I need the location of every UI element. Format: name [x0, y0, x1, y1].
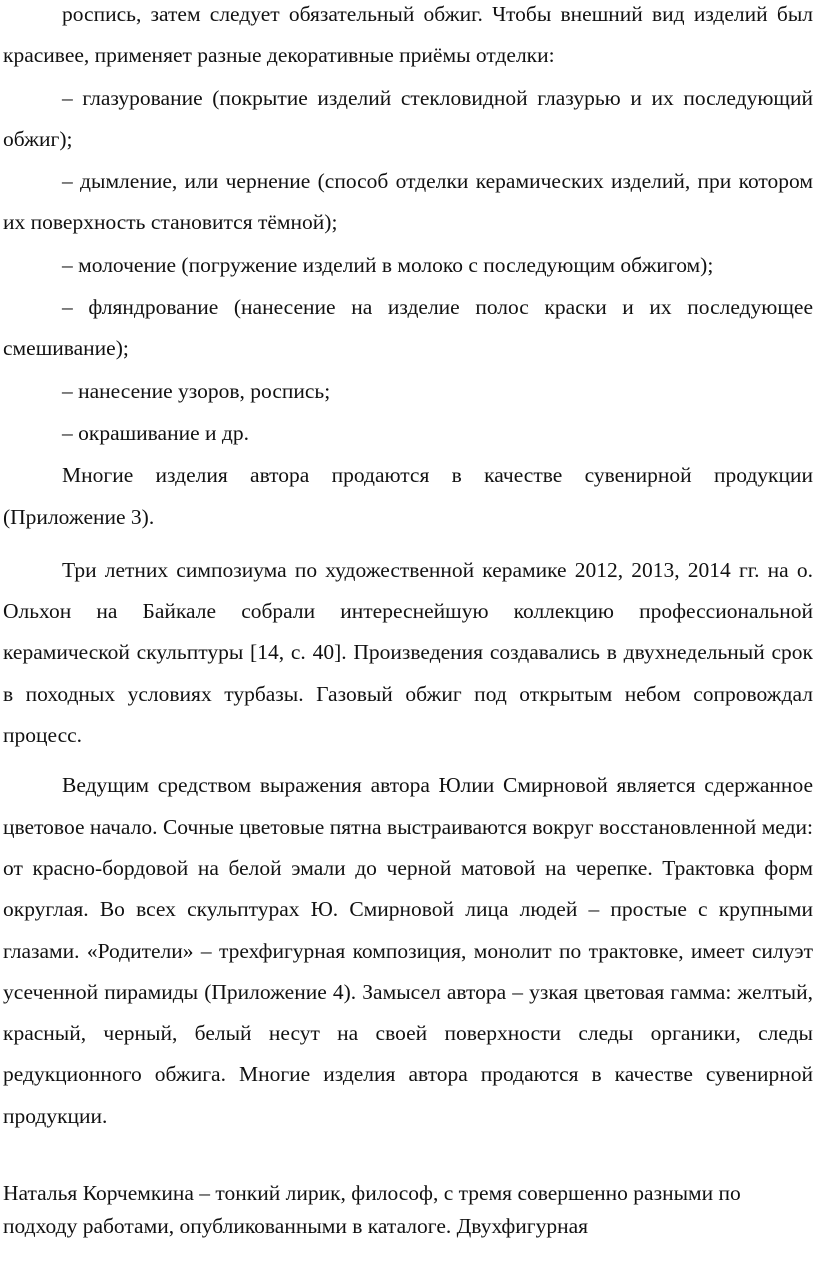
paragraph-intro: роспись, затем следует обязательный обжиг. Чтобы внешний вид изделий был красивее, применяет разные декоративные приёмы отделки: — [3, 2, 813, 68]
list-item-flandring: – фляндрование (нанесение на изделие полос краски и их последующее смешивание); — [3, 295, 813, 361]
list-item-milking: – молочение (погружение изделий в молоко с последующим обжигом); — [62, 252, 714, 277]
list-item-smoking: – дымление, или чернение (способ отделки керамических изделий, при котором их поверхность становится тёмной); — [3, 169, 813, 235]
paragraph-symposium: Три летних симпозиума по художественной керамике 2012, 2013, 2014 гг. на о. Ольхон на Байкале собрали интереснейшую коллекцию профессиональной керамической скульптуры [14, с. 40]. Произведения создавались в двухнедельный срок в походных условиях турбазы. Газовый обжиг под открытым небом сопровождал процесс. — [3, 557, 813, 748]
list-item-painting: – окрашивание и др. — [62, 420, 249, 445]
paragraph-souvenirs: Многие изделия автора продаются в качестве сувенирной продукции (Приложение 3). — [3, 463, 813, 529]
paragraph-smirnova: Ведущим средством выражения автора Юлии Смирновой является сдержанное цветовое начало. Сочные цветовые пятна выстраиваются вокруг восстановленной меди: от красно-бордовой на белой эмали до черной матовой на черепке. Трактовка форм округлая. Во всех скульптурах Ю. Смирновой лица людей – простые с крупными глазами. «Родители» – трехфигурная композиция, монолит по трактовке, имеет силуэт усеченной пирамиды (Приложение 4). Замысел автора – узкая цветовая гамма: желтый, красный, черный, белый несут на своей поверхности следы органики, следы редукционного обжига. Многие изделия автора продаются в качестве сувенирной продукции. — [3, 773, 813, 1128]
paragraph-korchemkina: Наталья Корчемкина – тонкий лирик, философ, с тремя совершенно разными по подходу работами, опубликованными в каталоге. Двухфигурная — [3, 1181, 741, 1238]
document-body — [3, 0, 813, 1137]
list-item-glazing: – глазурование (покрытие изделий стекловидной глазурью и их последующий обжиг); — [3, 85, 813, 151]
list-item-patterns: – нанесение узоров, роспись; — [62, 378, 331, 403]
